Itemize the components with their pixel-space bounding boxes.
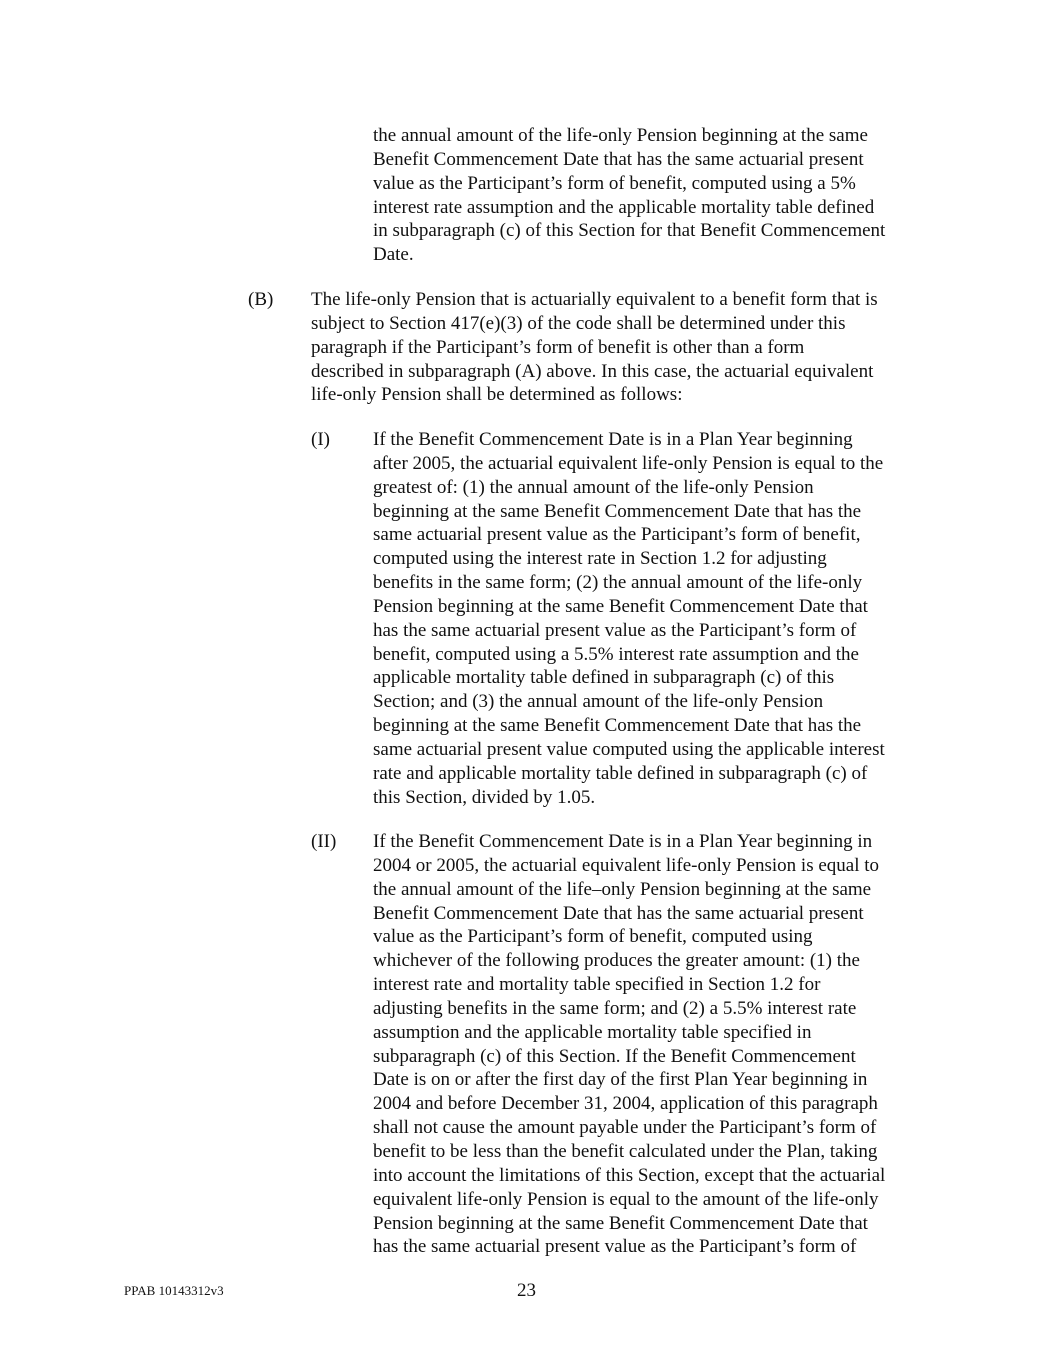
text-line: value as the Participant’s form of benefit, computed using <box>373 926 813 948</box>
text-line: Pension beginning at the same Benefit Commencement Date that <box>373 595 868 617</box>
text-line: after 2005, the actuarial equivalent life-only Pension is equal to the <box>373 452 884 474</box>
text-line: Date is on or after the first day of the first Plan Year beginning in <box>373 1069 868 1091</box>
text-line: interest rate and mortality table specified in Section 1.2 for <box>373 974 821 996</box>
text-line: The life-only Pension that is actuarially equivalent to a benefit form that is <box>311 289 878 310</box>
para-ii-text <box>373 830 885 1259</box>
text-line: beginning at the same Benefit Commencement Date that has the <box>373 500 862 522</box>
text-line: interest rate assumption and the applicable mortality table defined <box>373 196 875 218</box>
text-line: benefits in the same form; (2) the annual amount of the life-only <box>373 572 863 594</box>
text-line: benefit, computed using a 5.5% interest rate assumption and the <box>373 643 859 665</box>
text-line: assumption and the applicable mortality table specified in <box>373 1021 812 1043</box>
text-line: same actuarial present value as the Participant’s form of benefit, <box>373 524 861 546</box>
text-line: whichever of the following produces the greater amount: (1) the <box>373 950 860 972</box>
text-line: Date. <box>373 244 414 266</box>
text-line: beginning at the same Benefit Commencement Date that has the <box>373 715 862 737</box>
text-line: described in subparagraph (A) above. In this case, the actuarial equivalent <box>311 360 874 382</box>
text-line: applicable mortality table defined in subparagraph (c) of this <box>373 667 835 689</box>
text-line: the annual amount of the life–only Pension beginning at the same <box>373 878 872 900</box>
para-i-label: (I) <box>311 429 330 450</box>
text-line: this Section, divided by 1.05. <box>373 786 596 808</box>
text-line: subparagraph (c) of this Section. If the Benefit Commencement <box>373 1045 856 1067</box>
text-line: has the same actuarial present value as the Participant’s form of <box>373 619 857 641</box>
text-line: Benefit Commencement Date that has the same actuarial present <box>373 148 864 170</box>
text-line: Section; and (3) the annual amount of the life-only Pension <box>373 691 824 713</box>
text-line: subject to Section 417(e)(3) of the code shall be determined under this <box>311 312 846 334</box>
text-line: If the Benefit Commencement Date is in a Plan Year beginning <box>373 429 853 450</box>
text-line: life-only Pension shall be determined as follows: <box>311 384 683 406</box>
text-line: adjusting benefits in the same form; and (2) a 5.5% interest rate <box>373 997 857 1019</box>
para-b-label: (B) <box>248 289 274 310</box>
text-line: benefit to be less than the benefit calculated under the Plan, taking <box>373 1140 878 1162</box>
text-line: rate and applicable mortality table defined in subparagraph (c) of <box>373 762 868 784</box>
text-line: has the same actuarial present value as the Participant’s form of <box>373 1236 857 1258</box>
text-line: 2004 and before December 31, 2004, application of this paragraph <box>373 1093 878 1115</box>
text-line: Pension beginning at the same Benefit Commencement Date that <box>373 1212 868 1234</box>
text-line: If the Benefit Commencement Date is in a Plan Year beginning in <box>373 831 873 852</box>
top-continuation <box>373 124 885 267</box>
text-line: the annual amount of the life-only Pension beginning at the same <box>373 125 868 146</box>
page-number: 23 <box>517 1280 536 1301</box>
text-line: computed using the interest rate in Section 1.2 for adjusting <box>373 548 827 570</box>
para-b-text <box>311 288 878 407</box>
text-line: in subparagraph (c) of this Section for that Benefit Commencement <box>373 220 886 242</box>
footer-doc-id: PPAB 10143312v3 <box>124 1283 224 1298</box>
text-line: value as the Participant’s form of benefit, computed using a 5% <box>373 172 856 194</box>
text-line: greatest of: (1) the annual amount of the life-only Pension <box>373 476 814 498</box>
text-line: shall not cause the amount payable under the Participant’s form of <box>373 1117 877 1139</box>
text-line: paragraph if the Participant’s form of benefit is other than a form <box>311 336 805 358</box>
text-line: 2004 or 2005, the actuarial equivalent life-only Pension is equal to <box>373 854 880 876</box>
para-i-text <box>373 428 885 810</box>
para-ii-label: (II) <box>311 831 337 852</box>
text-line: into account the limitations of this Section, except that the actuarial <box>373 1164 886 1186</box>
text-line: same actuarial present value computed using the applicable interest <box>373 738 885 760</box>
text-line: Benefit Commencement Date that has the same actuarial present <box>373 902 864 924</box>
text-line: equivalent life-only Pension is equal to the amount of the life-only <box>373 1188 879 1210</box>
